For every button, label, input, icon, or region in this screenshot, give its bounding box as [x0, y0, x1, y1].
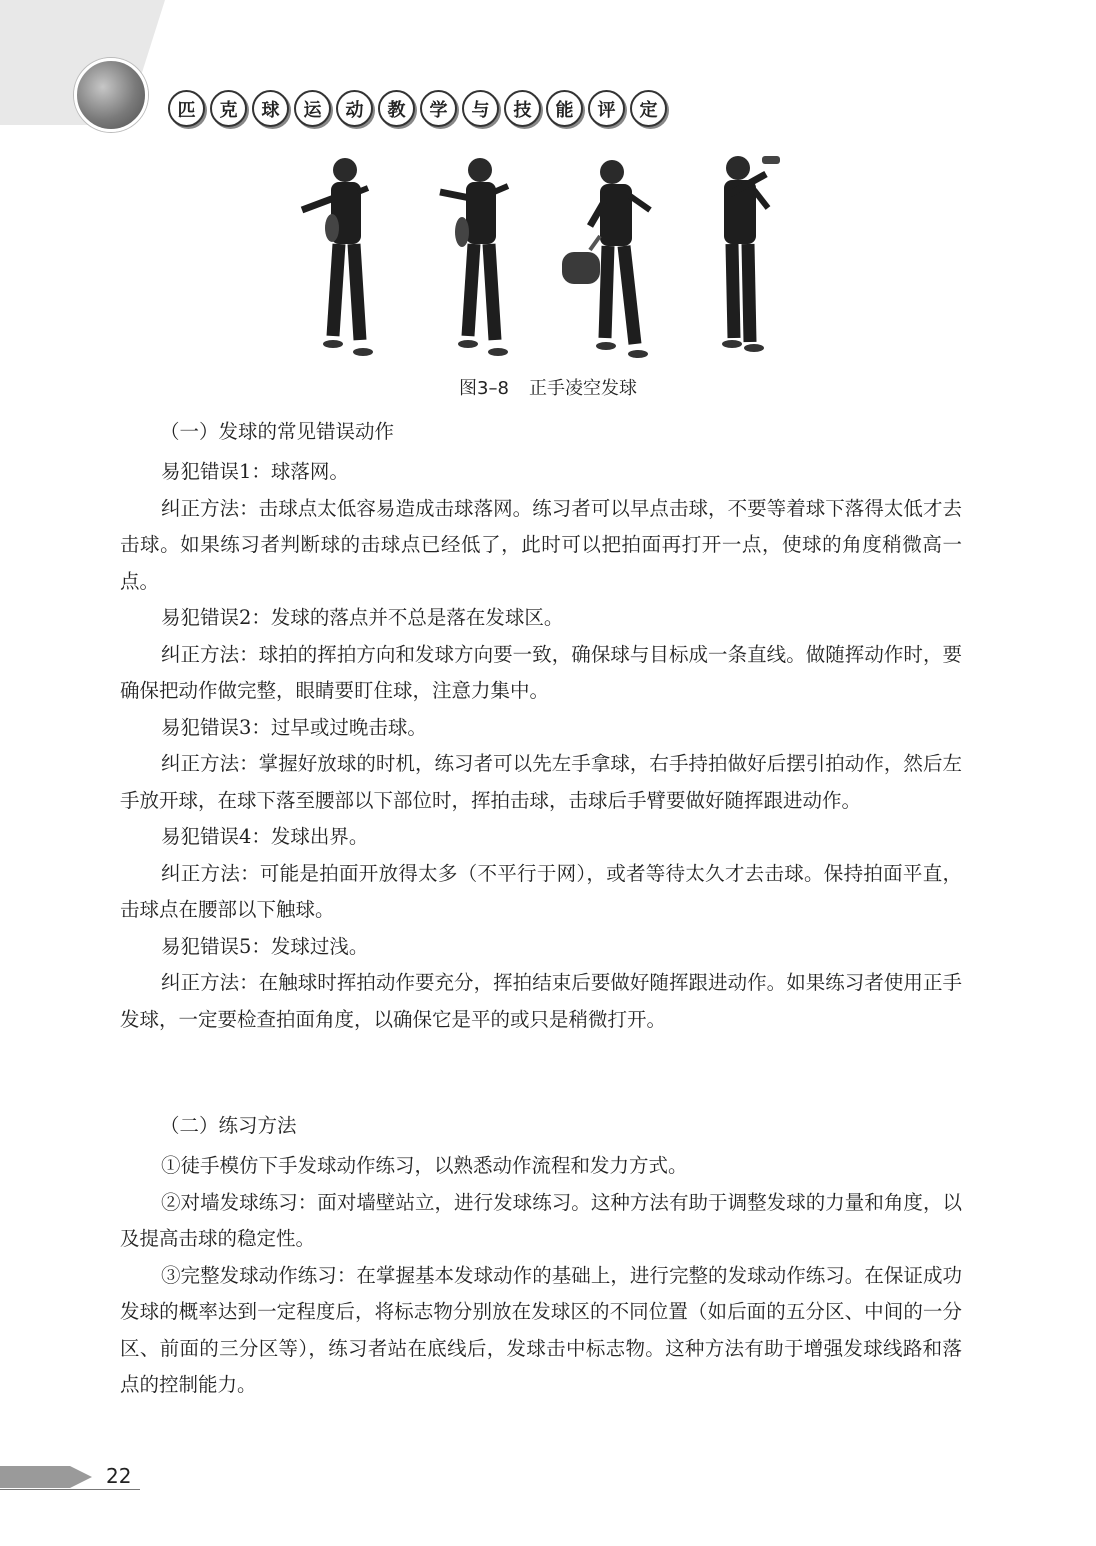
- page-number: 22: [106, 1464, 132, 1488]
- paragraph: ②对墙发球练习：面对墙壁站立，进行发球练习。这种方法有助于调整发球的力量和角度，以及提高击球的稳定性。: [120, 1190, 962, 1250]
- player-pose-2: [440, 158, 508, 356]
- title-char: 匹: [168, 90, 205, 127]
- page-tab-decoration: [0, 1466, 70, 1488]
- book-title: [168, 90, 667, 127]
- title-char: 能: [546, 90, 583, 127]
- paragraph: 易犯错误4：发球出界。: [161, 825, 369, 848]
- pickleball-logo-image: [74, 58, 148, 132]
- paragraph: 纠正方法：可能是拍面开放得太多（不平行于网），或者等待太久才去击球。保持拍面平直，击球点在腰部以下触球。: [120, 861, 962, 921]
- paragraph: 易犯错误1：球落网。: [161, 460, 349, 483]
- paragraph: 纠正方法：球拍的挥拍方向和发球方向要一致，确保球与目标成一条直线。做随挥动作时，要确保把动作做完整，眼睛要盯住球，注意力集中。: [120, 642, 962, 702]
- paragraph: ③完整发球动作练习：在掌握基本发球动作的基础上，进行完整的发球动作练习。在保证成功发球的概率达到一定程度后，将标志物分别放在发球区的不同位置（如后面的五分区、中间的一分区、前面的三分区等），练习者站在底线后，发球击中标志物。这种方法有助于增强发球线路和落点的控制能力。: [120, 1263, 962, 1396]
- serve-sequence-photo: [290, 148, 810, 370]
- player-pose-3: [562, 160, 650, 358]
- title-char: 克: [210, 90, 247, 127]
- title-char: 定: [630, 90, 667, 127]
- figure-number: 图3–8: [459, 378, 509, 399]
- paragraph: 纠正方法：击球点太低容易造成击球落网。练习者可以早点击球，不要等着球下落得太低才去击球。如果练习者判断球的击球点已经低了，此时可以把拍面再打开一点，使球的角度稍微高一点。: [120, 496, 962, 593]
- title-char: 教: [378, 90, 415, 127]
- page-tab-arrow: [70, 1466, 92, 1488]
- section-heading-common-errors: （一）发球的常见错误动作: [160, 420, 395, 443]
- paragraph: 纠正方法：在触球时挥拍动作要充分，挥拍结束后要做好随挥跟进动作。如果练习者使用正手发球，一定要检查拍面角度，以确保它是平的或只是稍微打开。: [120, 971, 962, 1031]
- paragraph: 易犯错误5：发球过浅。: [161, 934, 369, 958]
- title-char: 运: [294, 90, 331, 127]
- section-body-practice-methods: [120, 1148, 962, 1404]
- section-heading-practice-methods: （二）练习方法: [160, 1114, 297, 1137]
- paragraph: 易犯错误3：过早或过晚击球。: [161, 715, 427, 739]
- title-char: 评: [588, 90, 625, 127]
- figure-caption: [0, 374, 1096, 400]
- player-pose-1: [302, 158, 373, 356]
- title-char: 技: [504, 90, 541, 127]
- footer-rule: [0, 1489, 140, 1490]
- title-char: 球: [252, 90, 289, 127]
- player-pose-4: [722, 156, 780, 352]
- paragraph: 纠正方法：掌握好放球的时机，练习者可以先左手拿球，右手持拍做好后摆引拍动作，然后左手放开球，在球下落至腰部以下部位时，挥拍击球，击球后手臂要做好随挥跟进动作。: [120, 752, 962, 812]
- section-body-common-errors: [120, 454, 962, 1038]
- figure-title: 正手凌空发球: [528, 378, 637, 399]
- paragraph: ①徒手模仿下手发球动作练习，以熟悉动作流程和发力方式。: [161, 1154, 688, 1177]
- title-char: 与: [462, 90, 499, 127]
- paragraph: 易犯错误2：发球的落点并不总是落在发球区。: [161, 606, 564, 629]
- title-char: 学: [420, 90, 457, 127]
- title-char: 动: [336, 90, 373, 127]
